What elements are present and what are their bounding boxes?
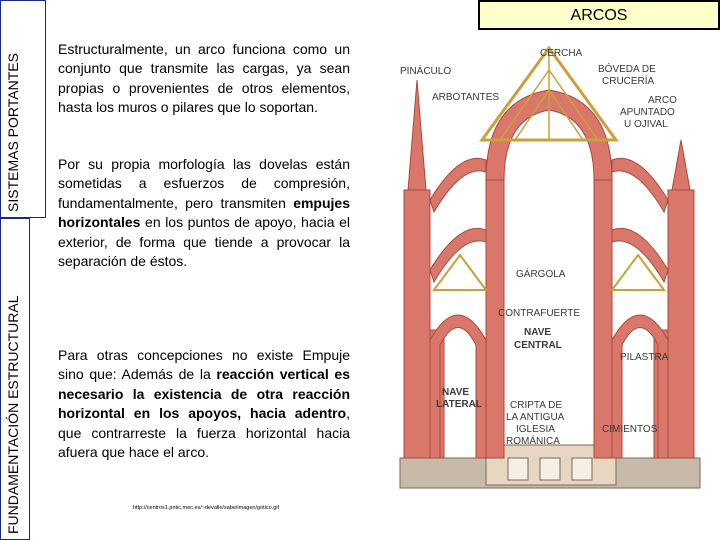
label-arco-2: APUNTADO (620, 107, 675, 118)
label-cripta-3: IGLESIA (516, 424, 555, 435)
label-cimientos: CIMIENTOS (602, 424, 658, 435)
paragraph-2-text-a: Por su propia morfología las dovelas están sometidas a esfuerzos de compresión, fundamentalmente, pero transmiten (58, 156, 350, 211)
label-gargola: GÁRGOLA (516, 269, 566, 280)
paragraph-2-bold: empujes horizontales (58, 194, 350, 231)
paragraph-3-bold: reacción vertical es necesario la existencia de otra reacción horizontal en los apoyos, hacia adentro (58, 366, 350, 422)
gothic-cathedral-section-diagram (390, 40, 710, 520)
label-cripta-1: CRIPTA DE (510, 400, 563, 411)
sidebar-chapter-label: FUNDAMENTACIÓN ESTRUCTURAL (5, 295, 21, 534)
paragraph-3-text-a: Para otras concepciones no existe Empuje sino que: Además de la (58, 347, 350, 383)
paragraph-3-text-c: , que contrarreste la fuerza horizontal hacia afuera que hace el arco. (58, 405, 350, 461)
right-pier (594, 170, 612, 458)
label-boveda-2: CRUCERÍA (602, 76, 655, 87)
left-buttress (404, 190, 430, 458)
right-buttress (668, 190, 694, 458)
source-url: http://centros1.pntic.mec.es/~devalle/sabe/imagen/gotico.gif (133, 505, 279, 511)
paragraph-2 (58, 155, 350, 271)
label-nave-central-1: NAVE (524, 327, 552, 338)
paragraph-3 (58, 346, 350, 462)
label-cripta-4: ROMÁNICA (506, 436, 560, 447)
label-pinaculo: PINÁCULO (400, 66, 452, 77)
label-nave-central-2: CENTRAL (514, 340, 562, 351)
label-boveda-1: BÓVEDA DE (598, 64, 656, 75)
label-arco-3: U OJIVAL (624, 119, 668, 130)
label-arco-1: ARCO (648, 95, 677, 106)
paragraph-2-text-b: en los puntos de apoyo, hacia el exterior, de forma que tiende a provocar la separación de éstos. (58, 214, 350, 270)
label-nave-lateral-2: LATERAL (436, 399, 482, 410)
label-contrafuerte: CONTRAFUERTE (498, 308, 581, 319)
label-nave-lateral-1: NAVE (442, 387, 470, 398)
label-cercha: CERCHA (540, 48, 583, 59)
sidebar (0, 0, 48, 540)
label-pilastra: PILASTRA (620, 352, 669, 363)
slide-title: ARCOS (478, 0, 720, 30)
label-cripta-2: LA ANTIGUA (506, 412, 565, 423)
label-arbotantes: ARBOTANTES (432, 92, 500, 103)
sidebar-section-label: SISTEMAS PORTANTES (5, 53, 21, 212)
paragraph-1: Estructuralmente, un arco funciona como un conjunto que transmite las cargas, ya sean propias o provenientes de otros elementos, hasta los muros o pilares que lo soportan. (58, 41, 350, 116)
